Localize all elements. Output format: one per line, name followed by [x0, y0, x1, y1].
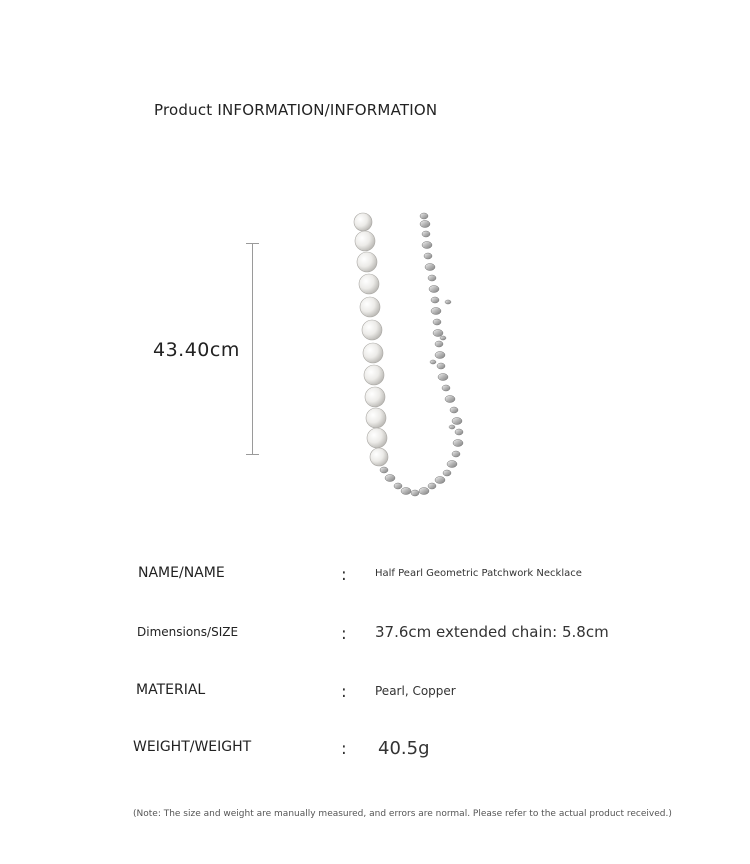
spec-colon: :	[341, 565, 347, 585]
spec-colon: :	[341, 682, 347, 702]
necklace-image	[340, 212, 480, 507]
pearl-strand	[354, 213, 388, 466]
spec-value: 40.5g	[378, 738, 430, 759]
spec-value: 37.6cm extended chain: 5.8cm	[375, 623, 609, 641]
disclaimer-note: (Note: The size and weight are manually measured, and errors are normal. Please refer to the actual product received.)	[133, 809, 672, 819]
spec-label: MATERIAL	[136, 682, 206, 698]
spec-label: WEIGHT/WEIGHT	[133, 739, 252, 755]
silver-chain	[380, 213, 463, 496]
page-title: Product INFORMATION/INFORMATION	[154, 101, 438, 119]
spec-row-name	[0, 565, 750, 595]
spec-value: Half Pearl Geometric Patchwork Necklace	[375, 568, 582, 579]
measure-line	[252, 243, 253, 454]
spec-value: Pearl, Copper	[375, 684, 456, 698]
spec-row-material	[0, 682, 750, 712]
spec-row-weight	[0, 739, 750, 769]
length-label: 43.40cm	[153, 339, 240, 361]
spec-row-size	[0, 624, 750, 654]
spec-colon: :	[341, 739, 347, 759]
spec-label: Dimensions/SIZE	[137, 625, 239, 639]
spec-label: NAME/NAME	[138, 565, 225, 581]
measure-bottom-cap	[246, 454, 259, 455]
spec-colon: :	[341, 624, 347, 644]
